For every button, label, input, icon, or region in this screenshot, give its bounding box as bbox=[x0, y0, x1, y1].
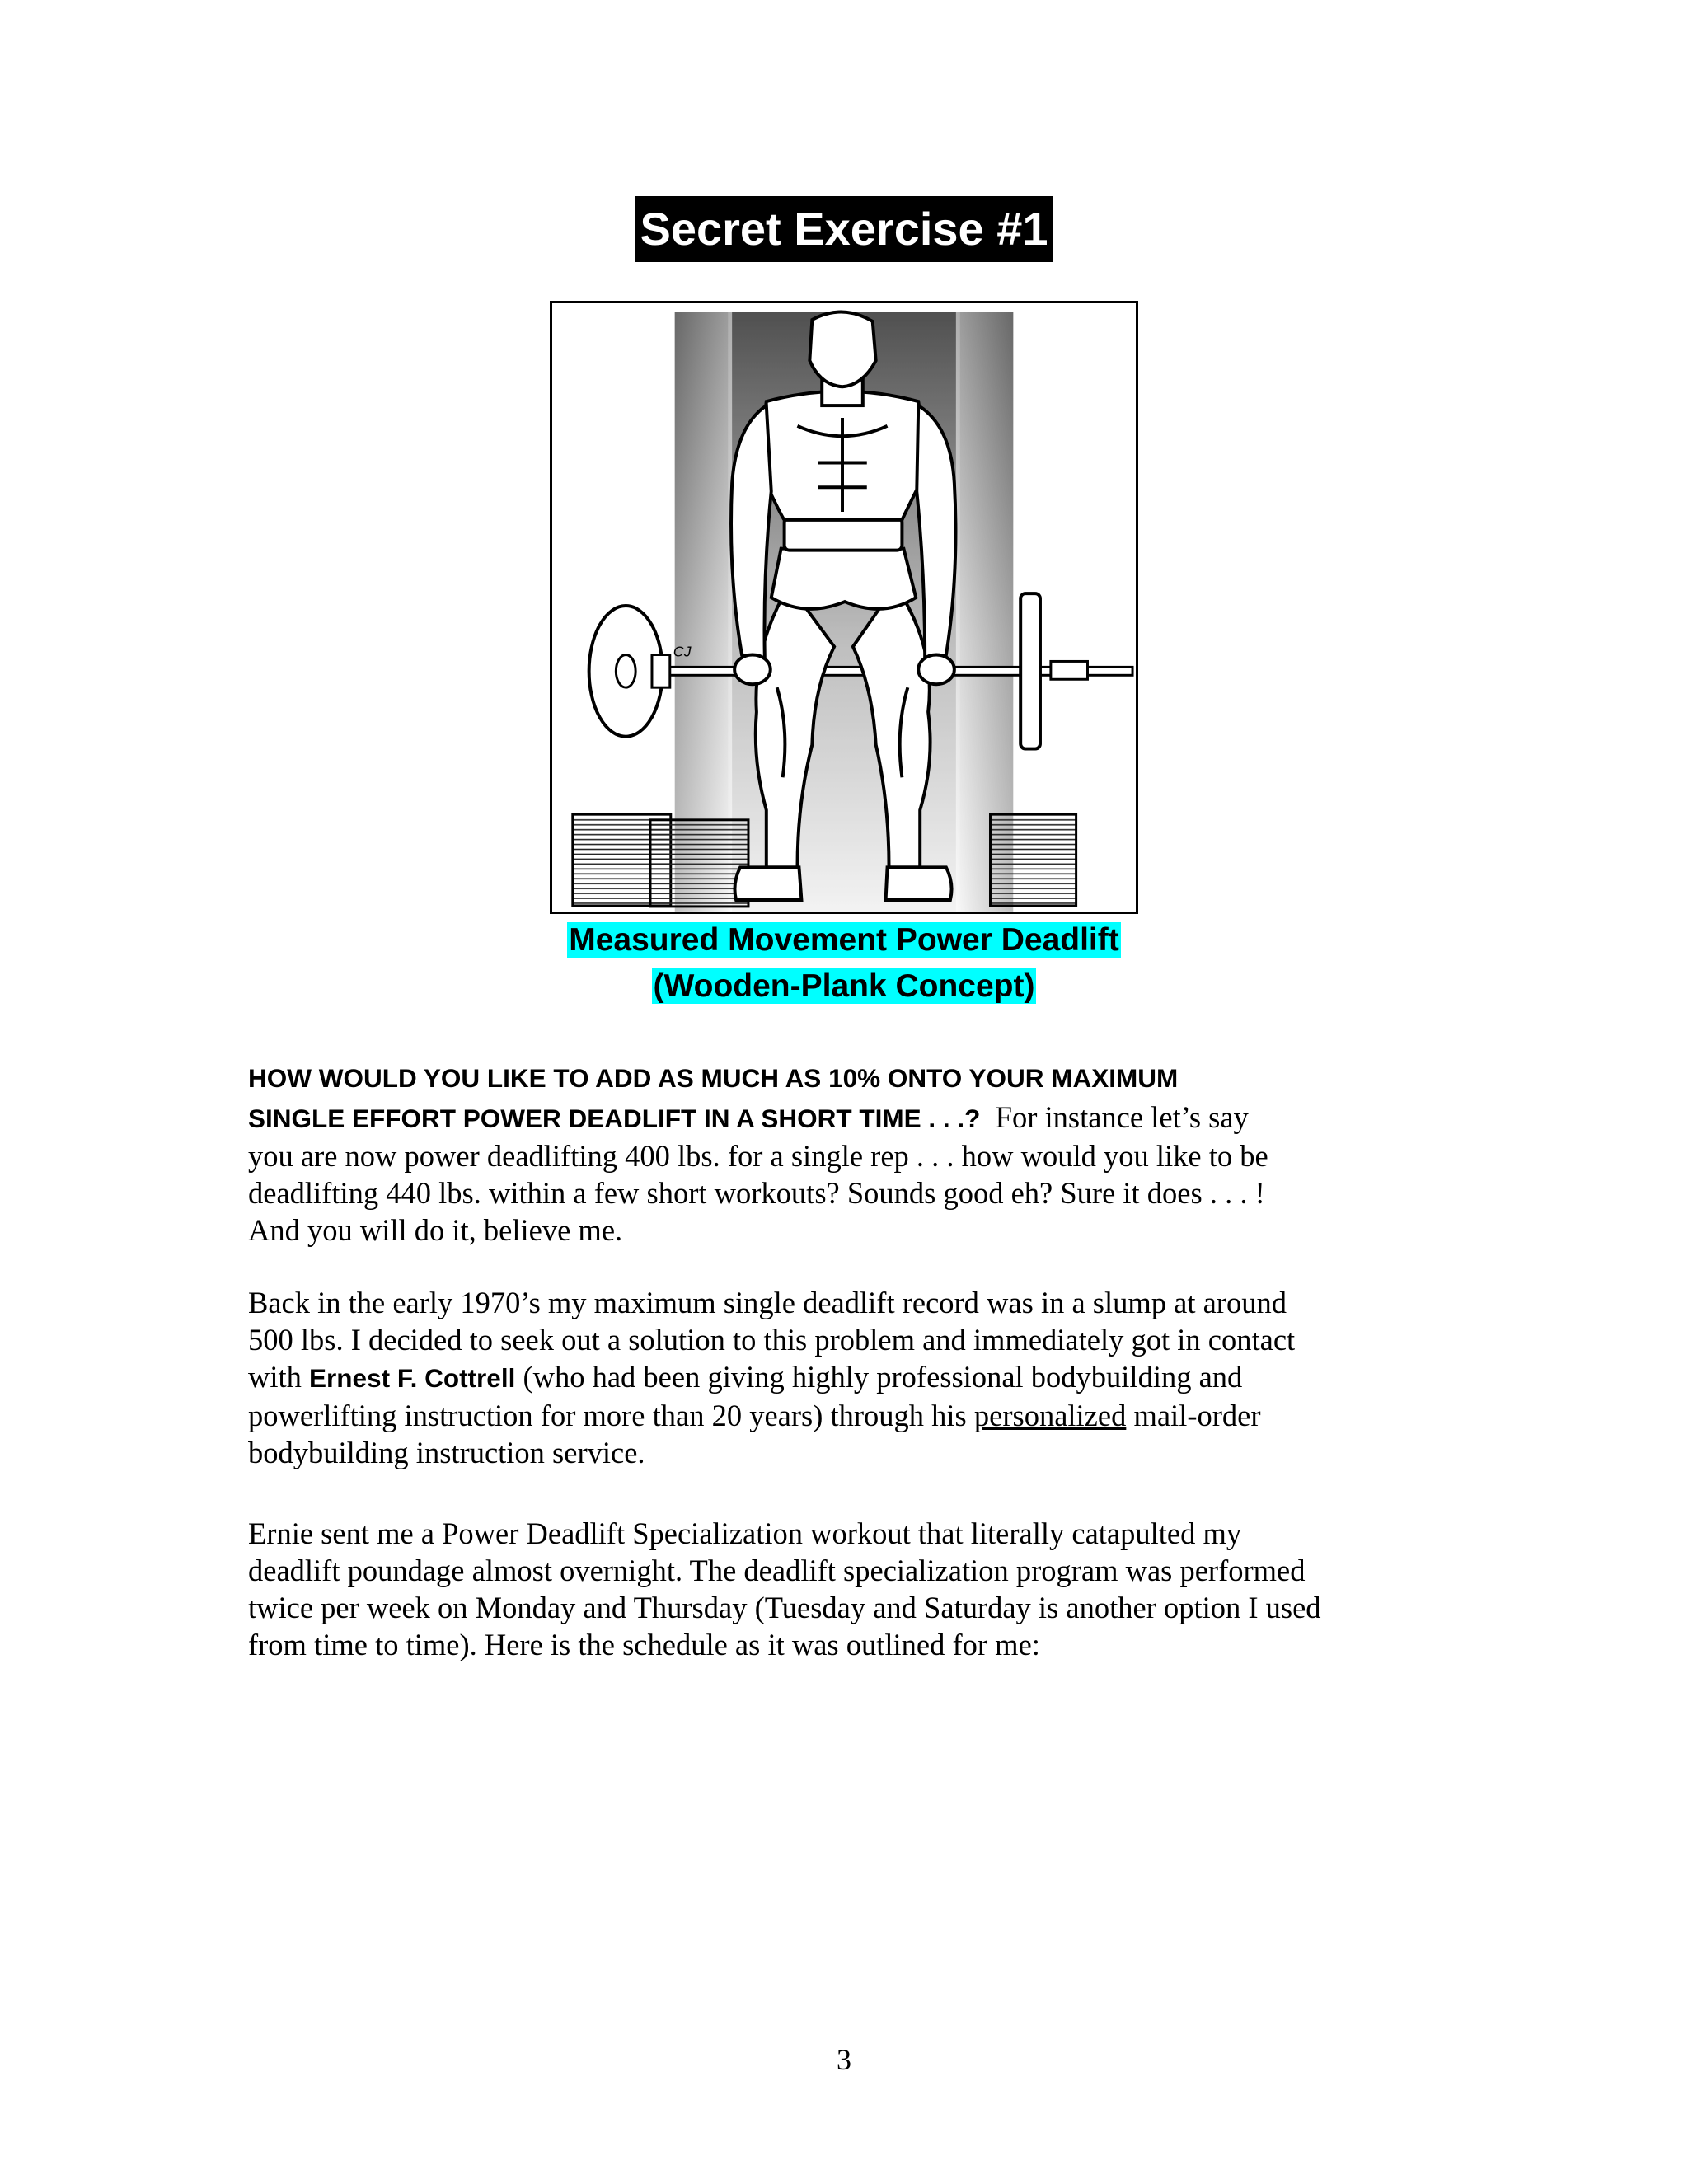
paragraph-2-line-3-prefix: with bbox=[248, 1360, 302, 1394]
paragraph-3-line-4: from time to time). Here is the schedule as it was outlined for me: bbox=[248, 1628, 1040, 1661]
person-name: Ernest F. Cottrell bbox=[309, 1363, 516, 1393]
paragraph-3-line-3: twice per week on Monday and Thursday (Tuesday and Saturday is another option I used bbox=[248, 1591, 1321, 1624]
deadlift-illustration-icon bbox=[552, 303, 1136, 912]
paragraph-3-line-2: deadlift poundage almost overnight. The deadlift specialization program was performed bbox=[248, 1554, 1306, 1587]
paragraph-1-line-2 bbox=[248, 1099, 1443, 1137]
lead-line-2: SINGLE EFFORT POWER DEADLIFT IN A SHORT TIME . . .? bbox=[248, 1104, 981, 1133]
paragraph-1-text-2: For instance let’s say bbox=[995, 1100, 1249, 1134]
paragraph-2 bbox=[248, 1284, 1443, 1471]
paragraph-3 bbox=[248, 1515, 1443, 1663]
underlined-word: personalized bbox=[973, 1399, 1127, 1432]
paragraph-1-line-5: And you will do it, believe me. bbox=[248, 1213, 623, 1247]
left-plank-stack bbox=[573, 814, 748, 907]
caption-line-1: Measured Movement Power Deadlift bbox=[569, 922, 1119, 958]
paragraph-1-line-4: deadlifting 440 lbs. within a few short workouts? Sounds good eh? Sure it does . . . ! bbox=[248, 1176, 1265, 1210]
paragraph-2-line-5: bodybuilding instruction service. bbox=[248, 1436, 645, 1469]
caption-line-2: (Wooden-Plank Concept) bbox=[653, 968, 1035, 1004]
deadlift-illustration bbox=[550, 301, 1138, 914]
paragraph-1-line-3: you are now power deadlifting 400 lbs. for a single rep . . . how would you like to be bbox=[248, 1139, 1268, 1173]
paragraph-1 bbox=[248, 1057, 1443, 1249]
paragraph-2-line-3-suffix: (who had been giving highly professional bodybuilding and bbox=[523, 1360, 1243, 1394]
page-number: 3 bbox=[837, 2043, 851, 2076]
paragraph-2-line-2: 500 lbs. I decided to seek out a solution to this problem and immediately got in contact bbox=[248, 1323, 1296, 1357]
paragraph-2-line-1: Back in the early 1970’s my maximum single deadlift record was in a slump at around bbox=[248, 1286, 1287, 1319]
paragraph-2-line-4-prefix: powerlifting instruction for more than 20 years) through his bbox=[248, 1399, 967, 1432]
right-plank-stack bbox=[990, 814, 1076, 906]
plate-mark: CJ bbox=[673, 643, 692, 660]
title-wrap bbox=[0, 196, 1688, 262]
paragraph-2-line-4 bbox=[248, 1397, 1443, 1434]
lead-line-1: HOW WOULD YOU LIKE TO ADD AS MUCH AS 10% ONTO YOUR MAXIMUM bbox=[248, 1063, 1179, 1093]
page-title: Secret Exercise #1 bbox=[635, 196, 1053, 262]
figure-caption bbox=[0, 917, 1688, 1010]
paragraph-2-line-3 bbox=[248, 1358, 1443, 1397]
paragraph-2-line-4-suffix: mail-order bbox=[1133, 1399, 1261, 1432]
paragraph-3-line-1: Ernie sent me a Power Deadlift Specialization workout that literally catapulted my bbox=[248, 1516, 1242, 1550]
